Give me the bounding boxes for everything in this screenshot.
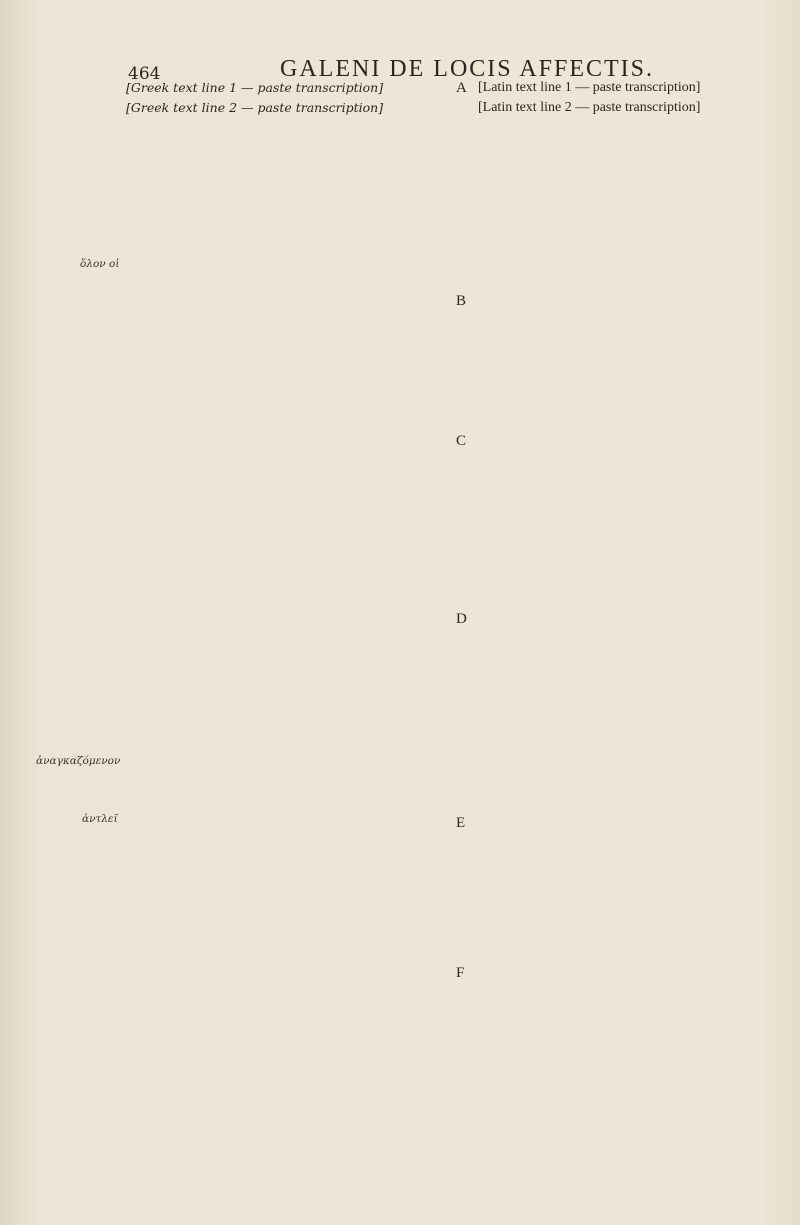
text-line: [Latin text line 1 — paste transcription] — [478, 80, 701, 95]
section-letter-a: A — [456, 80, 467, 96]
greek-text-column — [126, 78, 459, 117]
running-title: GALENI DE LOCIS AFFECTIS. — [280, 56, 655, 82]
section-letter-d: D — [456, 611, 467, 627]
section-letter-f: F — [456, 965, 465, 981]
page-number: 464 — [128, 64, 161, 84]
text-line: [Latin text line 2 — paste transcription] — [478, 99, 701, 115]
margin-note-2: ἀναγκαζόμενον — [36, 755, 121, 767]
margin-note-3: ἀντλεῖ — [82, 813, 118, 825]
latin-text-column — [478, 78, 774, 117]
text-line: [Greek text line 2 — paste transcription] — [126, 99, 384, 115]
text-line: [Greek text line 1 — paste transcription] — [126, 80, 384, 95]
margin-note-1: ὅλον οἱ — [80, 258, 120, 270]
section-letter-e: E — [456, 815, 466, 831]
section-letter-b: B — [456, 293, 467, 309]
section-letter-c: C — [456, 433, 467, 449]
